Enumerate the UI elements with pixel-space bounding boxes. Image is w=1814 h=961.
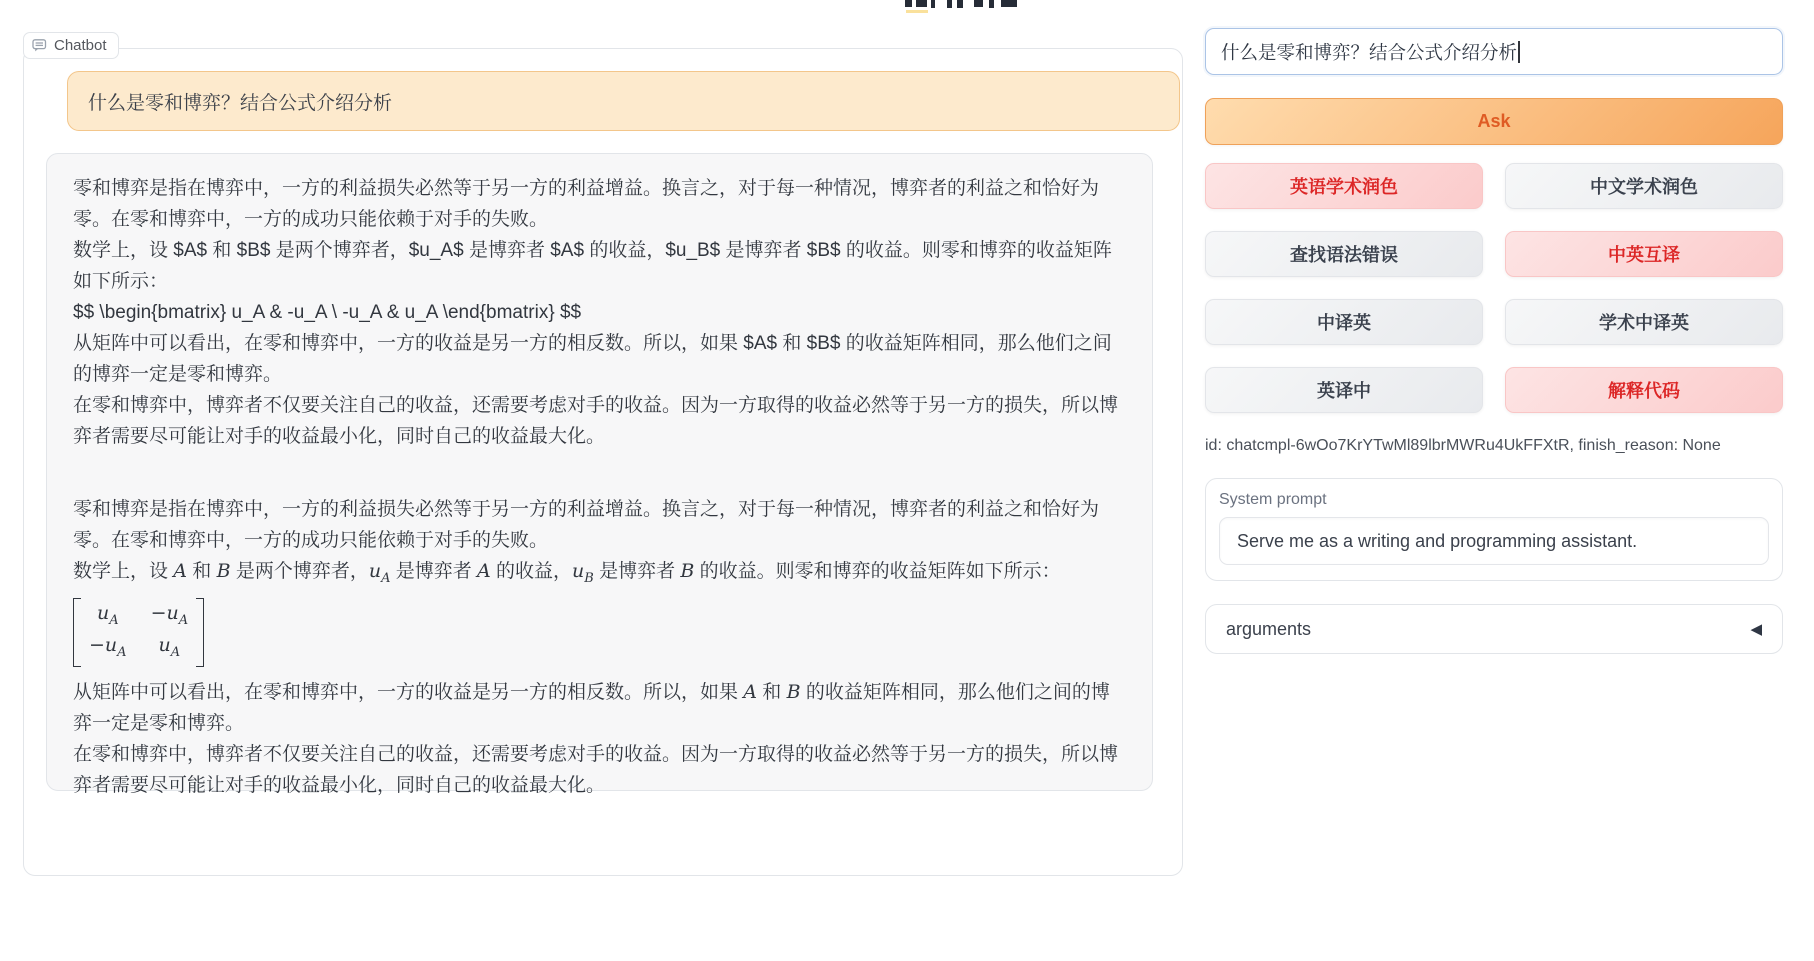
text-caret: [1518, 41, 1520, 63]
matrix-bracket-left: [73, 598, 81, 668]
ask-button[interactable]: Ask: [1205, 98, 1783, 145]
question-input-value: 什么是零和博弈？结合公式介绍分析: [1221, 41, 1518, 63]
matrix-cell: $-u_A$: [150, 601, 189, 628]
bot-raw-paragraph-2: 数学上，设 $A$ 和 $B$ 是两个博弈者，$u_A$ 是博弈者 $A$ 的收益，$u_B$ 是博弈者 $B$ 的收益。则零和博弈的收益矩阵如下所示：: [73, 240, 1112, 292]
accordion-collapse-icon: ◀: [1750, 621, 1762, 638]
bot-rendered-paragraph-5: 在零和博弈中，博弈者不仅要关注自己的收益，还需要考虑对手的收益。因为一方取得的收益必然等于另一方的损失，所以博弈者需要尽可能让对手的收益最小化，同时自己的收益最大化。: [73, 744, 1119, 797]
bot-raw-paragraph-4: 从矩阵中可以看出，在零和博弈中，一方的收益是另一方的相反数。所以，如果 $A$ 和 $B$ 的收益矩阵相同，那么他们之间的博弈一定是零和博弈。: [73, 333, 1112, 385]
function-button-find-grammar-errors[interactable]: 查找语法错误: [1205, 231, 1483, 277]
chat-bubble-icon: [32, 38, 47, 53]
chatbot-label-text: Chatbot: [54, 37, 107, 54]
function-button-en-to-zh[interactable]: 英译中: [1205, 367, 1483, 413]
function-button-chinese-academic-polish[interactable]: 中文学术润色: [1505, 163, 1783, 209]
function-button-academic-zh-to-en[interactable]: 学术中译英: [1505, 299, 1783, 345]
bot-rendered-paragraph-2: 数学上，设 A 和 B 是两个博弈者，$u_A$ 是博弈者 A 的收益，$u_B$ 是博弈者 B 的收益。则零和博弈的收益矩阵如下所示：: [73, 560, 1061, 586]
function-button-english-academic-polish[interactable]: 英语学术润色: [1205, 163, 1483, 209]
bot-rendered-paragraph-1: 零和博弈是指在博弈中，一方的利益损失必然等于另一方的利益增益。换言之，对于每一种情况，博弈者的利益之和恰好为零。在零和博弈中，一方的成功只能依赖于对手的失败。: [73, 499, 1100, 551]
system-prompt-label: System prompt: [1219, 491, 1327, 508]
function-button-explain-code[interactable]: 解释代码: [1505, 367, 1783, 413]
matrix-cell: $u_A$: [158, 633, 181, 660]
question-input[interactable]: [1205, 28, 1783, 75]
bot-raw-paragraph-1: 零和博弈是指在博弈中，一方的利益损失必然等于另一方的利益增益。换言之，对于每一种情况，博弈者的利益之和恰好为零。在零和博弈中，一方的成功只能依赖于对手的失败。: [73, 178, 1100, 230]
user-message-text: 什么是零和博弈？结合公式介绍分析: [88, 92, 393, 114]
chatbot-panel: [23, 37, 1183, 876]
bot-raw-latex-line: $$ \begin{bmatrix} u_A & -u_A \ -u_A & u_A \end{bmatrix} $$: [73, 302, 582, 323]
bot-rendered-paragraph-4: 从矩阵中可以看出，在零和博弈中，一方的收益是另一方的相反数。所以，如果 A 和 B 的收益矩阵相同，那么他们之间的博弈一定是零和博弈。: [73, 681, 1110, 735]
chatbot-label: [23, 32, 119, 59]
function-button-grid: [1205, 163, 1783, 413]
system-prompt-input[interactable]: [1219, 517, 1769, 565]
system-prompt-panel: [1205, 478, 1783, 581]
system-prompt-value: Serve me as a writing and programming assistant.: [1237, 530, 1638, 551]
matrix-cell: $u_A$: [96, 601, 119, 628]
arguments-label: arguments: [1226, 618, 1312, 639]
matrix-bracket-right: [196, 598, 204, 668]
matrix-cell: $-u_A$: [89, 633, 127, 660]
status-id-line: id: chatcmpl-6wOo7KrYTwMl89lbrMWRu4UkFFXtR, finish_reason: None: [1205, 437, 1721, 454]
arguments-accordion[interactable]: [1205, 604, 1783, 654]
bot-message: [46, 153, 1153, 797]
function-button-zh-to-en[interactable]: 中译英: [1205, 299, 1483, 345]
bot-raw-paragraph-5: 在零和博弈中，博弈者不仅要关注自己的收益，还需要考虑对手的收益。因为一方取得的收益必然等于另一方的损失，所以博弈者需要尽可能让对手的收益最小化，同时自己的收益最大化。: [73, 395, 1119, 447]
payoff-matrix: [73, 598, 204, 668]
user-message: [67, 71, 1180, 131]
function-button-zh-en-mutual-translate[interactable]: 中英互译: [1505, 231, 1783, 277]
